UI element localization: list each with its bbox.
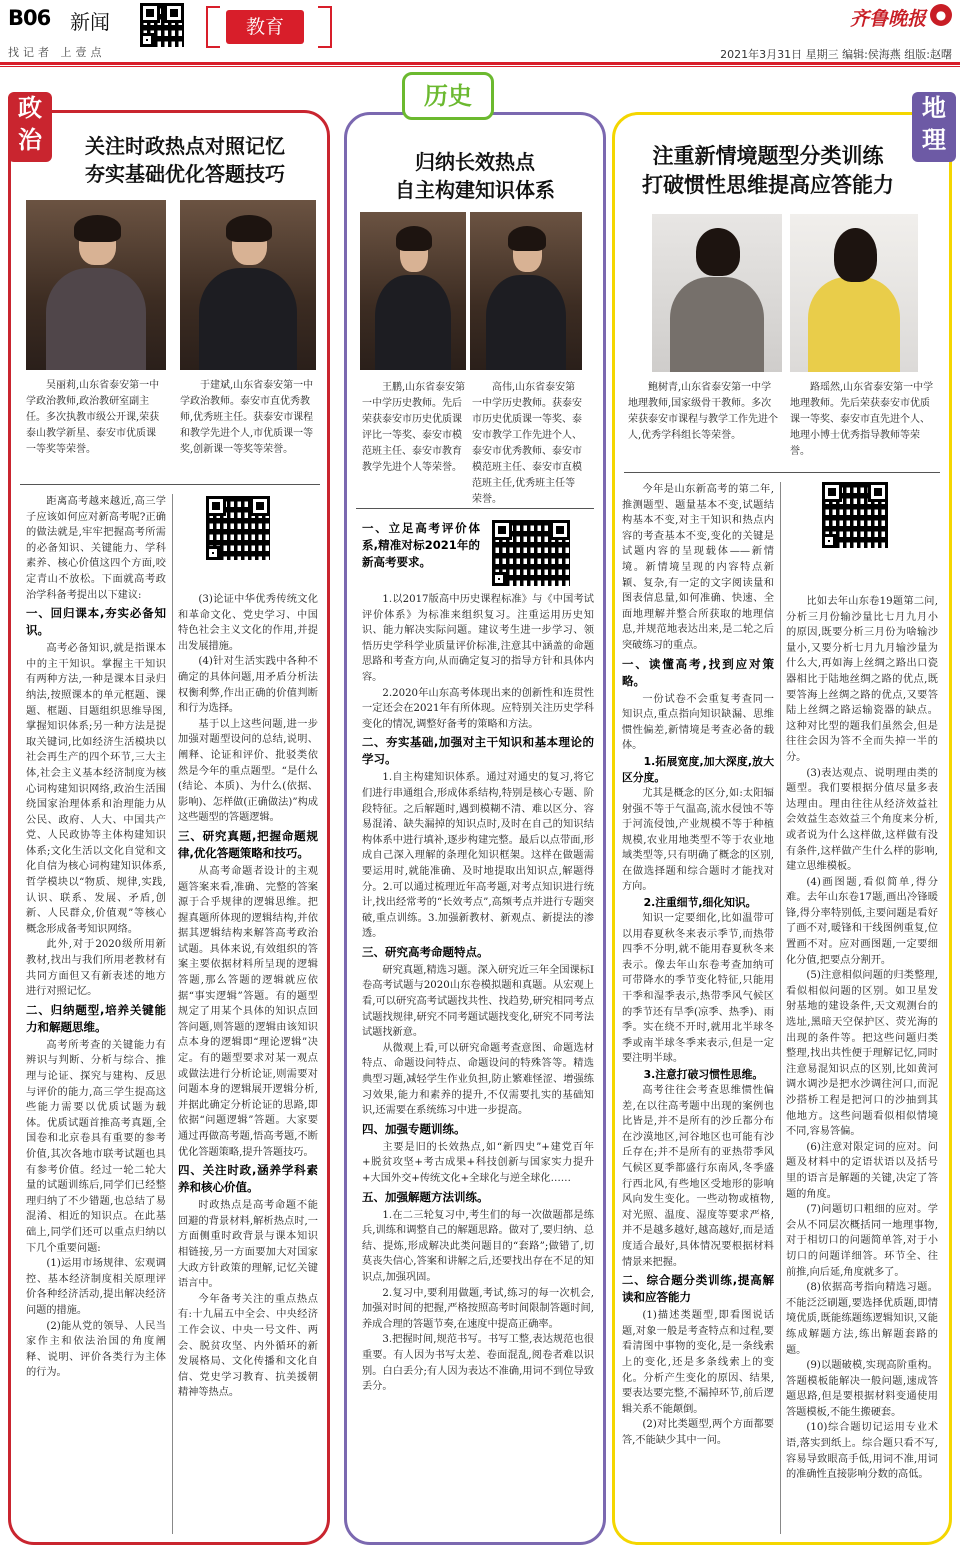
politics-p1: 高考必备知识,就是指课本中的主干知识。掌握主干知识有两种方法,一种是课本目录归纳法,按照课本的单元框题、课题、框题、目题组织思维导图,掌握知识体系;另一种方法是提取关键词,比如经济生活模块以社会再生产的四个环节,三大主体,社会主义基本经济制度为核心词构建知识网络,政治生活围绕国家治理体系和治理能力从公民、政府、人大、中国共产党、人民政协等主体构建知识体系;文化生活以文化自觉和文化自信为核心词构建知识体系,哲学模块以“物质、规律,实践,认识、联系、发展、矛盾,创新、人民群众,价值观”等核心概念形成备考知识网络。 — [26, 643, 166, 935]
geography-bio1: 鲍树青,山东省泰安第一中学地理教师,国家级骨干教师。多次荣获泰安市课程与教学工作先进个人,优秀学科组长等荣誉。 — [628, 382, 778, 441]
history-p1: 1.以2017版高中历史课程标准》与《中国考试评价体系》为标准来组织复习。注重运用历史知识、能力解决实际问题。建议考生进一步学习、领悟历史学科学业质量评价标准,注意其中涵盖的命题思路和考查方向,从而确定复习的指导方针和具体内容。 — [362, 594, 594, 683]
politics-p4: (1)运用市场规律、宏观调控、基本经济制度相关原理评价各种经济活动,提出解决经济问题的措施。 — [26, 1258, 166, 1316]
header-rule-thin — [0, 66, 960, 67]
history-title-line1: 归纳长效热点 — [415, 150, 535, 174]
geography-p5: (1)描述类题型,即看图说话题,对象一般是考查特点和过程,要看清图中事物的变化,是一条线索上的变化,还是多条线索上的变化。分析产生变化的原因、结果,要表达要完整,不漏掉环节,前后逻辑关系不能颠倒。 — [622, 1310, 774, 1415]
geography-p3: 知识一定要细化,比如温带可以用春夏秋冬来表示季节,而热带四季不分明,就不能用春夏秋冬来表示。像去年山东卷考查加纳可可带降水的季节变化特征,只能用干季和湿季表示,热带季风气候区的季节还有旱季(凉季、热季)、雨季。实在绕不开时,就用北半球冬季或南半球冬季来表示,但是一定要注明半球。 — [622, 913, 774, 1065]
politics-title-line2: 夯实基础优化答题技巧 — [85, 162, 285, 186]
politics-bio1: 吴丽莉,山东省泰安第一中学政治教师,政治教研室副主任。多次执教市级公开课,荣获泰山教学新星、泰安市优质课一等奖等荣誉。 — [26, 380, 160, 455]
politics-h4: 四、关注时政,涵养学科素养和核心价值。 — [178, 1163, 318, 1195]
history-p8: 2.复习中,要利用做题,考试,练习的每一次机会,加强对时间的把握,严格按照高考时间限制答题时间,养成合理的答题节奏,在速度中提高正确率。 — [362, 1287, 594, 1330]
geography-p14: (9)以题破模,实现高阶重构。答题模板能解决一般问题,速成答题思路,但是要根据材料变通使用答题模板,不能生搬硬套。 — [786, 1360, 938, 1418]
politics-title — [46, 132, 324, 188]
geography-title-line1: 注重新情境题型分类训练 — [652, 144, 884, 168]
politics-title-line1: 关注时政热点对照记忆 — [85, 134, 285, 158]
history-tag: 历史 — [402, 72, 494, 120]
politics-p11: 今年备考关注的重点热点有:十九届五中全会、中央经济工作会议、中央一号文件、两会、脱贫攻坚、内外循环的新发展格局、文化传播和文化自信、党史学习教育、抗美援朝精神等热点。 — [178, 1293, 318, 1399]
section-name: 新闻 — [70, 10, 110, 34]
politics-h1: 一、回归课本,夯实必备知识。 — [26, 606, 166, 638]
geography-p7: 比如去年山东卷19题第二问,分析三月份输沙量比七月九月小的原因,既要分析三月份为啥输沙量小,又要分析七月九月输沙量为什么大,再如海上丝绸之路出口瓷器相比于陆地丝绸之路的优点,既要答海上丝绸之路的优点,又要答陆上丝绸之路运输瓷器的缺点。这种对比型的题我们虽然会,但是往往会因为答不全而失掉一半的分。 — [786, 596, 938, 763]
geography-p10: (5)注意相似问题的归类整理,看似相似问题的区别。如卫星发射基地的建设条件,天文观测台的选址,黑暗天空保护区、荧光海的出现的条件等。把这些问题归类整理,找出共性便于理解记忆,同时注意易混知识点的区别,比如黄河调水调沙是把水沙调往河口,而泥沙搭桥工程是把河口的沙抽到其他地方。这些问题看似相似情境不同,容易答偏。 — [786, 970, 938, 1138]
geography-p13: (8)依据高考指向精选习题。不能泛泛刷题,要选择优质题,即情境优质,既能练题练逻辑知识,又能练成解题方法,练出解题套路的题。 — [786, 1282, 938, 1356]
geography-p2: 尤其是概念的区分,如:太阳辐射强不等于气温高,流水侵蚀不等于河流侵蚀,产业规模不等于种植规模,农业用地类型不等于农业地域类型等,只有明确了概念的区别,在做选择题和综合题时才能找对方向。 — [622, 787, 774, 893]
issue-meta: 2021年3月31日 星期三 编辑:侯海燕 组版:赵曙 — [720, 48, 952, 61]
history-p7: 1.在二三轮复习中,考生们的每一次做题都是练兵,训练和调整自己的解题思路。做对了,要归纳、总结、提炼,形成解决此类问题目的“套路”;做错了,切莫丧失信心,答案和讲解之后,还要找出存在不足的知识点,加强巩固。 — [362, 1209, 594, 1283]
history-teacher2-photo — [470, 212, 582, 370]
history-p4: 研究真题,精选习题。深入研究近三年全国课标I卷高考试题与2020山东卷模拟题和真题。从宏观上看,可以研究高考试题找共性、找趋势,研究相同考点试题找规律,研究不同考题试题找变化,研究不同考法试题找新意。 — [362, 964, 594, 1039]
geography-p6: (2)对比类题型,两个方面都要答,不能缺少其中一问。 — [622, 1419, 774, 1446]
history-p9: 3.把握时间,规范书写。书写工整,表达规范也很重要。有人因为书写太差、卷面混乱,阅卷者难以识别。白白丢分;有人因为表达不准确,用词不到位导致丢分。 — [362, 1334, 594, 1393]
geography-bio2: 路瑶然,山东省泰安第一中学地理教师。先后荣获泰安市优质课一等奖、泰安市直先进个人、地理小博士优秀指导教师等荣誉。 — [790, 382, 934, 457]
geography-p11: (6)注意对限定词的应对。问题及材料中的定语状语以及括号里的语言是解题的关键,决定了答题的角度。 — [786, 1141, 938, 1200]
bracket-left — [206, 6, 220, 48]
geography-p15: (10)综合题切记运用专业术语,落实到纸上。综合题只看不写,容易导致眼高手低,用词不准,用词的准确性直接影响分数的高低。 — [786, 1422, 938, 1481]
politics-h3: 三、研究真题,把握命题规律,优化答题策略和技巧。 — [178, 828, 318, 860]
header-rule — [0, 62, 960, 65]
geography-intro: 今年是山东新高考的第二年,推测题型、题量基本不变,试题结构基本不变,对主干知识和热点内容的考查基本不变,变化的关键是试题内容的呈现载体——新情境。新情境呈现的内容特点新颖、复杂,有一定的文字阅读量和图表信息量,如何准确、快速、全面地理解并整合所获取的地理信息,并规范地表达出来,是二轮之后突破练习的重点。 — [622, 484, 774, 651]
geography-teacher2-photo — [790, 214, 918, 372]
geography-col2 — [786, 594, 938, 1538]
politics-teacher1-photo — [26, 200, 166, 370]
geography-qr-code[interactable] — [822, 482, 888, 548]
history-p2: 2.2020年山东高考体现出来的创新性和连贯性一定还会在2021年有所体现。应特别关注历史学科变化的情况,调整好备考的策略和方法。 — [362, 687, 594, 730]
geography-title-line2: 打破惯性思维提高应答能力 — [642, 173, 894, 197]
channel-label: 教育 — [226, 10, 304, 44]
history-p6: 主要是旧的长效热点,如“新四史”+建党百年+脱贫攻坚+考古成果+科技创新与国家实力提升+大国外交+传统文化+全球化与逆全球化…… — [362, 1141, 594, 1184]
politics-qr-code[interactable] — [206, 496, 270, 560]
geography-h3: 2.注重细节,细化知识。 — [643, 896, 757, 910]
history-p5: 从微观上看,可以研究命题考查意图、命题选材特点、命题设问特点、命题设问的特殊答等。精选典型习题,减轻学生作业负担,防止繁难怪涩、增强练习效果,能力和素养的提升,不仅需要扎实的基础知识,还需要在系统练习中进一步提高。 — [362, 1042, 594, 1117]
politics-col2 — [178, 592, 318, 1538]
geography-h5: 二、综合题分类训练,提高解读和应答能力 — [622, 1273, 774, 1305]
brand-icon: ● — [930, 4, 952, 26]
geography-divider — [624, 472, 940, 473]
history-h2: 二、夯实基础,加强对主干知识和基本理论的学习。 — [362, 735, 594, 767]
politics-divider — [20, 484, 320, 485]
politics-col-rule — [172, 494, 173, 1534]
politics-p8: 基于以上这些问题,进一步加强对题型设问的总结,说明、阐释、论证和评价、批驳类依然是今年的重点题型。“是什么(结论、本质)、为什么(依据、影响)、怎样做(正确做法)”构成这些题型的答题逻辑。 — [178, 718, 318, 824]
history-p3: 1.自主构建知识体系。通过对通史的复习,将它们进行串通组合,形成体系结构,特别是核心专题、阶段特征。之后解题时,遇到模糊不清、难以区分、容易混淆、缺失漏掉的知识点时,及时在自己的知识结构体系中进行填补,逐步构建完整。最后以点带面,形成自己深入理解的条理化知识框架。这样在做题需要运用时,就能准确、及时地提取出知识点,解题得分。2.可以通过梳理近年高考题,对考点知识进行统计,找出经常考的“长效考点”,高频考点并进行专题突破,重点训练。3.加强新教材、新观点、新提法的渗透。 — [362, 772, 594, 940]
geography-title — [618, 142, 918, 200]
politics-intro: 距离高考越来越近,高三学子应该如何应对新高考呢?正确的做法就是,牢牢把握高考所需的必备知识、关键能力、学科素养、核心价值这四个方面,咬定青山不放松。下面就高考政治学科备考提出以下建议: — [26, 496, 166, 601]
geography-h4: 3.注意打破习惯性思维。 — [643, 1068, 764, 1081]
history-h1: 一、立足高考评价体系,精准对标2021年的新高考要求。 — [362, 521, 480, 569]
history-divider — [356, 508, 594, 509]
geography-teacher1-photo — [652, 214, 782, 372]
history-col — [362, 592, 594, 1538]
politics-p5: (2)能从党的领导、人民当家作主和依法治国的角度阐释、说明、评价各类行为主体的行为。 — [26, 1320, 166, 1379]
history-lead — [362, 518, 480, 588]
geography-p1: 一份试卷不会重复考查同一知识点,重点指向知识缺漏、思维惯性偏差,新情境是考查必备的载体。 — [622, 693, 774, 752]
politics-bio2: 于建斌,山东省泰安第一中学政治教师。泰安市直优秀教师,优秀班主任。获泰安市课程和教学先进个人,市优质课一等奖,创新课一等奖等荣誉。 — [180, 380, 314, 455]
history-h3: 三、研究高考命题特点。 — [362, 944, 489, 959]
history-h5: 五、加强解题方法训练。 — [362, 1189, 489, 1204]
brand-logo: 齐鲁晚报 — [849, 8, 926, 30]
politics-p9: 从高考命题者设计的主观题答案来看,准确、完整的答案源于合乎规律的逻辑思维。把握真题所体现的逻辑结构,并依据其逻辑结构来解答高考政治试题。具体来说,有效组织的答案主要依据材料所呈现的逻辑答题,那么答题的逻辑就应依据“事实逻辑”答题。有的题型规定了用某个具体的知识点回答问题,则答题的逻辑由该知识点本身的逻辑即“理论逻辑”决定。有的题型要求对某一观点或做法进行分析论证,则需要对问题本身的逻辑展开逻辑分析,并据此确定分析论证的思路,即依据“问题逻辑”答题。大家要通过再做高考题,悟高考题,不断优化答题策略,提升答题技巧。 — [178, 865, 318, 1158]
geography-h2: 1.拓展宽度,加大深度,放大区分度。 — [622, 754, 774, 784]
bracket-right — [318, 6, 332, 48]
header-qr-code[interactable] — [140, 3, 184, 47]
politics-p7: (4)针对生活实践中各种不确定的具体问题,用矛盾分析法权衡利弊,作出正确的价值判断和行为选择。 — [178, 656, 318, 715]
politics-teacher2-photo — [180, 200, 316, 370]
geography-p12: (7)问题切口粗细的应对。学会从不同层次概括同一地理事物,对于相切口的问题简单答,对于小切口的问题详细答。环节全、往前推,向后延,角度就多了。 — [786, 1204, 938, 1278]
geography-col1 — [622, 482, 774, 1538]
politics-h2: 二、归纳题型,培养关键能力和解题思维。 — [26, 1002, 166, 1034]
politics-tag: 政治 — [8, 92, 52, 162]
geography-tag: 地理 — [912, 92, 956, 162]
history-bio1: 王鹏,山东省泰安第一中学历史教师。先后荣获泰安市历史优质课评比一等奖、泰安市模范班主任、泰安市教育教学先进个人等荣誉。 — [362, 382, 466, 473]
geography-h1: 一、读懂高考,找到应对策略。 — [622, 656, 774, 688]
politics-p2: 此外,对于2020级所用新教材,找出与我们所用老教材有共同方面但又有新表述的地方进行对照记忆。 — [26, 939, 166, 998]
geography-p8: (3)表达观点、说明理由类的题型。我们要根据分值尽量多表达理由。理由往往从经济效益社会效益生态效益三个角度来分析,或者说为什么这样做,这样做有没有条件,这样做产生什么样的影响,建立思维模板。 — [786, 767, 938, 873]
politics-p6: (3)论证中华优秀传统文化和革命文化、党史学习、中国特色社会主义文化的作用,并提出发展措施。 — [178, 594, 318, 652]
history-title — [352, 148, 598, 204]
history-qr-code[interactable] — [492, 520, 570, 586]
politics-p10: 时政热点是高考命题不能回避的背景材料,解析热点时,一方面侧重时政背景与课本知识相链接,另一方面要加大对国家大政方针政策的理解,记忆关键语言中。 — [178, 1200, 318, 1290]
history-h4: 四、加强专题训练。 — [362, 1121, 466, 1136]
geography-p4: 高考往往会考查思维惯性偏差,在以往高考题中出现的案例也比皆是,并不是所有的沙丘都分布在沙漠地区,河谷地区也可能有沙丘存在;并不是所有的亚热带季风气候区夏季都盛行东南风,冬季盛行西北风,有些地区受地形的影响风向发生变化。一些动物或植物,对光照、温度、湿度等要求严格,并不是越多越好,越高越好,而是适度适合最好,具体情况要根据材料情景来把握。 — [622, 1085, 774, 1268]
page-number: B06 — [8, 6, 51, 30]
geography-col-rule — [780, 482, 781, 1534]
history-title-line2: 自主构建知识体系 — [395, 178, 555, 202]
politics-p3: 高考所考查的关键能力有辨识与判断、分析与综合、推理与论证、探究与建构、反思与评价的能力,高三学生提高这些能力需要以优质试题为载体。优质试题首推高考真题,全国卷和北京卷具有重要的参考价值,其次各地市联考试题也具有参考价值。经过一轮二轮大量的试题训练后,同学们已经整理归纳了不少错题,也总结了易混淆、相近的知识点。在此基础上,同学们还可以重点归纳以下几个重要问题: — [26, 1039, 166, 1254]
page-header — [0, 0, 960, 64]
history-bio2: 高伟,山东省泰安第一中学历史教师。获泰安市历史优质课一等奖、泰安市教学工作先进个人、泰安市优秀教师、泰安市模范班主任、泰安市直模范班主任,优秀班主任等荣誉。 — [472, 382, 582, 505]
geography-p9: (4)画图题,看似简单,得分难。去年山东卷17题,画出冷锋暖锋,得分率特别低,主要问题是看好了画不对,暖锋和干线图例重复,位置画不对。应对画图题,一定要细化分值,把要点分割开。 — [786, 876, 938, 966]
slogan: 找记者 上壹点 — [8, 46, 106, 59]
history-teacher1-photo — [360, 212, 466, 370]
politics-col1 — [26, 494, 166, 1538]
